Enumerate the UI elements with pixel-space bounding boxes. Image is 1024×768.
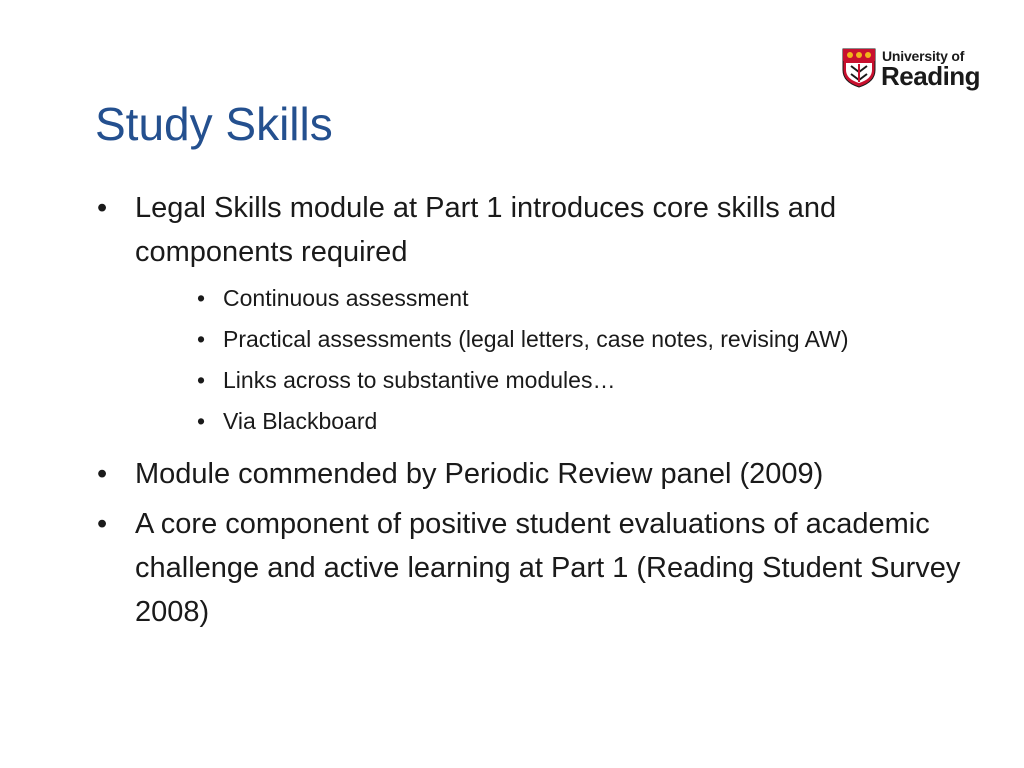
sub-bullet-text: Continuous assessment [223, 285, 469, 311]
sub-bullet-item [197, 321, 975, 358]
bullet-item [95, 452, 975, 496]
bullet-item [95, 186, 975, 274]
bullet-text: Legal Skills module at Part 1 introduces core skills and components required [135, 192, 837, 268]
sub-bullet-text: Via Blackboard [223, 408, 378, 434]
bullet-dot: • [197, 408, 206, 434]
bullet-text: A core component of positive student evaluations of academic challenge and active learning at Part 1 (Reading Student Survey 2008) [135, 508, 961, 628]
university-logo [842, 46, 982, 94]
sub-bullet-item [197, 403, 975, 440]
slide-content [95, 186, 975, 640]
bullet-text: Module commended by Periodic Review panel (2009) [135, 458, 824, 490]
logo-line-1: University of [882, 48, 965, 64]
sub-bullet-list [197, 280, 975, 440]
slide-title: Study Skills [95, 98, 333, 150]
bullet-dot: • [197, 326, 206, 352]
sub-bullet-text: Practical assessments (legal letters, case notes, revising AW) [223, 326, 849, 352]
sub-bullet-text: Links across to substantive modules… [223, 367, 616, 393]
bullet-dot: • [197, 285, 206, 311]
bullet-dot: • [97, 458, 108, 490]
bullet-dot: • [97, 192, 108, 224]
bullet-dot: • [97, 508, 108, 540]
bullet-dot: • [197, 367, 206, 393]
logo-line-2: Reading [881, 61, 981, 91]
crest-icon [842, 48, 876, 88]
bullet-item [95, 502, 975, 634]
sub-bullet-item [197, 362, 975, 399]
sub-bullet-item [197, 280, 975, 317]
